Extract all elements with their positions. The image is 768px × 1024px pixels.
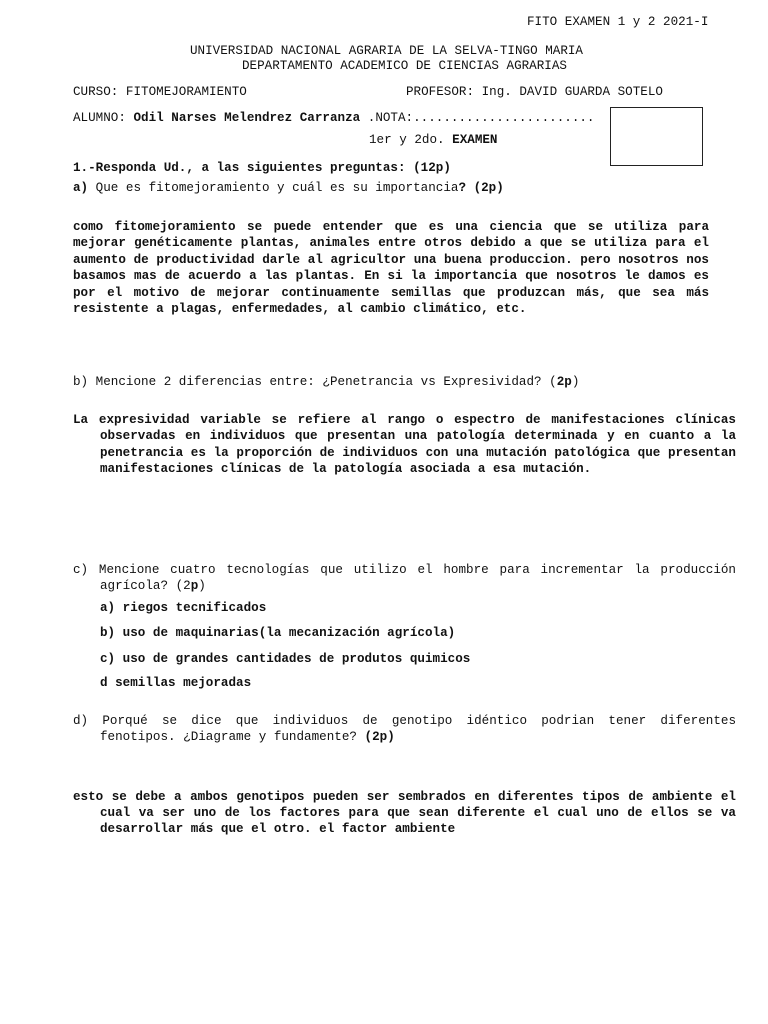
exam-code: FITO EXAMEN 1 y 2 2021-I [527, 15, 709, 29]
answer-c-item-4: d semillas mejoradas [100, 676, 252, 690]
answer-b: La expresividad variable se refiere al rango o espectro de manifestaciones clínicas observadas en individuos que presentan una patología determinada y en cuanto a la penetrancia es la proporción de individuos con una mutación patológica que presentan manifestaciones clínicas de la patología asociada a esa mutación. [73, 413, 736, 477]
student-name: Odil Narses Melendrez Carranza [133, 111, 361, 125]
student-label: ALUMNO: [73, 111, 134, 125]
question-c [73, 562, 736, 594]
question-b-text: b) Mencione 2 diferencias entre: ¿Penetrancia vs Expresividad? ( [73, 375, 557, 389]
course-label: CURSO: FITOMEJORAMIENTO [73, 85, 247, 99]
student-line [73, 110, 595, 126]
exam-title-word: EXAMEN [452, 133, 498, 147]
question-a-points: ? (2p) [458, 181, 504, 195]
exam-title [369, 132, 498, 148]
question-d-text: d) Porqué se dice que individuos de genotipo idéntico podrian tener diferentes fenotipos. ¿Diagrame y fundamente? [73, 714, 736, 744]
department-name: DEPARTAMENTO ACADEMICO DE CIENCIAS AGRARIAS [242, 59, 567, 73]
question-c-close: ) [198, 579, 206, 593]
question-b-close: ) [571, 375, 580, 389]
question-c-text: c) Mencione cuatro tecnologías que utilizo el hombre para incrementar la producción agrícola? (2 [73, 563, 736, 593]
answer-a: como fitomejoramiento se puede entender que es una ciencia que se utiliza para mejorar genéticamente plantas, animales entre otros debido a que se utiliza para el aumento de productividad darle al agricultor una buena produccion. pero nosotros nos basamos mas de acuerdo a las plantas. En si la importancia que nosotros le damos es por el motivo de mejorar continuamente semillas que produzcan más, que sea más resistente a plagas, enfermedades, al cambio climático, etc. [73, 220, 709, 317]
answer-d: esto se debe a ambos genotipos pueden ser sembrados en diferentes tipos de ambiente el cual va ser uno de los factores para que sean diferente el cual uno de ellos se va desarrollar más que el otro. el factor ambiente [73, 790, 736, 836]
professor-label: PROFESOR: Ing. DAVID GUARDA SOTELO [406, 85, 663, 99]
question-d-points: (2p) [364, 730, 395, 744]
question-c-points: p [190, 579, 199, 593]
question-a [73, 180, 504, 196]
nota-label: .NOTA:........................ [360, 111, 595, 125]
section-title: 1.-Responda Ud., a las siguientes preguntas: (12p) [73, 161, 451, 175]
exam-title-prefix: 1er y 2do. [369, 133, 453, 147]
answer-c-item-3: c) uso de grandes cantidades de produtos quimicos [100, 652, 471, 666]
question-a-letter: a) [73, 181, 89, 195]
answer-c-item-2: b) uso de maquinarias(la mecanización agrícola) [100, 626, 456, 640]
university-name: UNIVERSIDAD NACIONAL AGRARIA DE LA SELVA-TINGO MARIA [190, 44, 583, 58]
question-a-text: Que es fitomejoramiento y cuál es su importancia [88, 181, 459, 195]
answer-c-item-1: a) riegos tecnificados [100, 601, 267, 615]
question-b-points: 2p [556, 375, 572, 389]
question-d [73, 713, 736, 745]
grade-box [610, 107, 703, 166]
question-b [73, 374, 579, 390]
